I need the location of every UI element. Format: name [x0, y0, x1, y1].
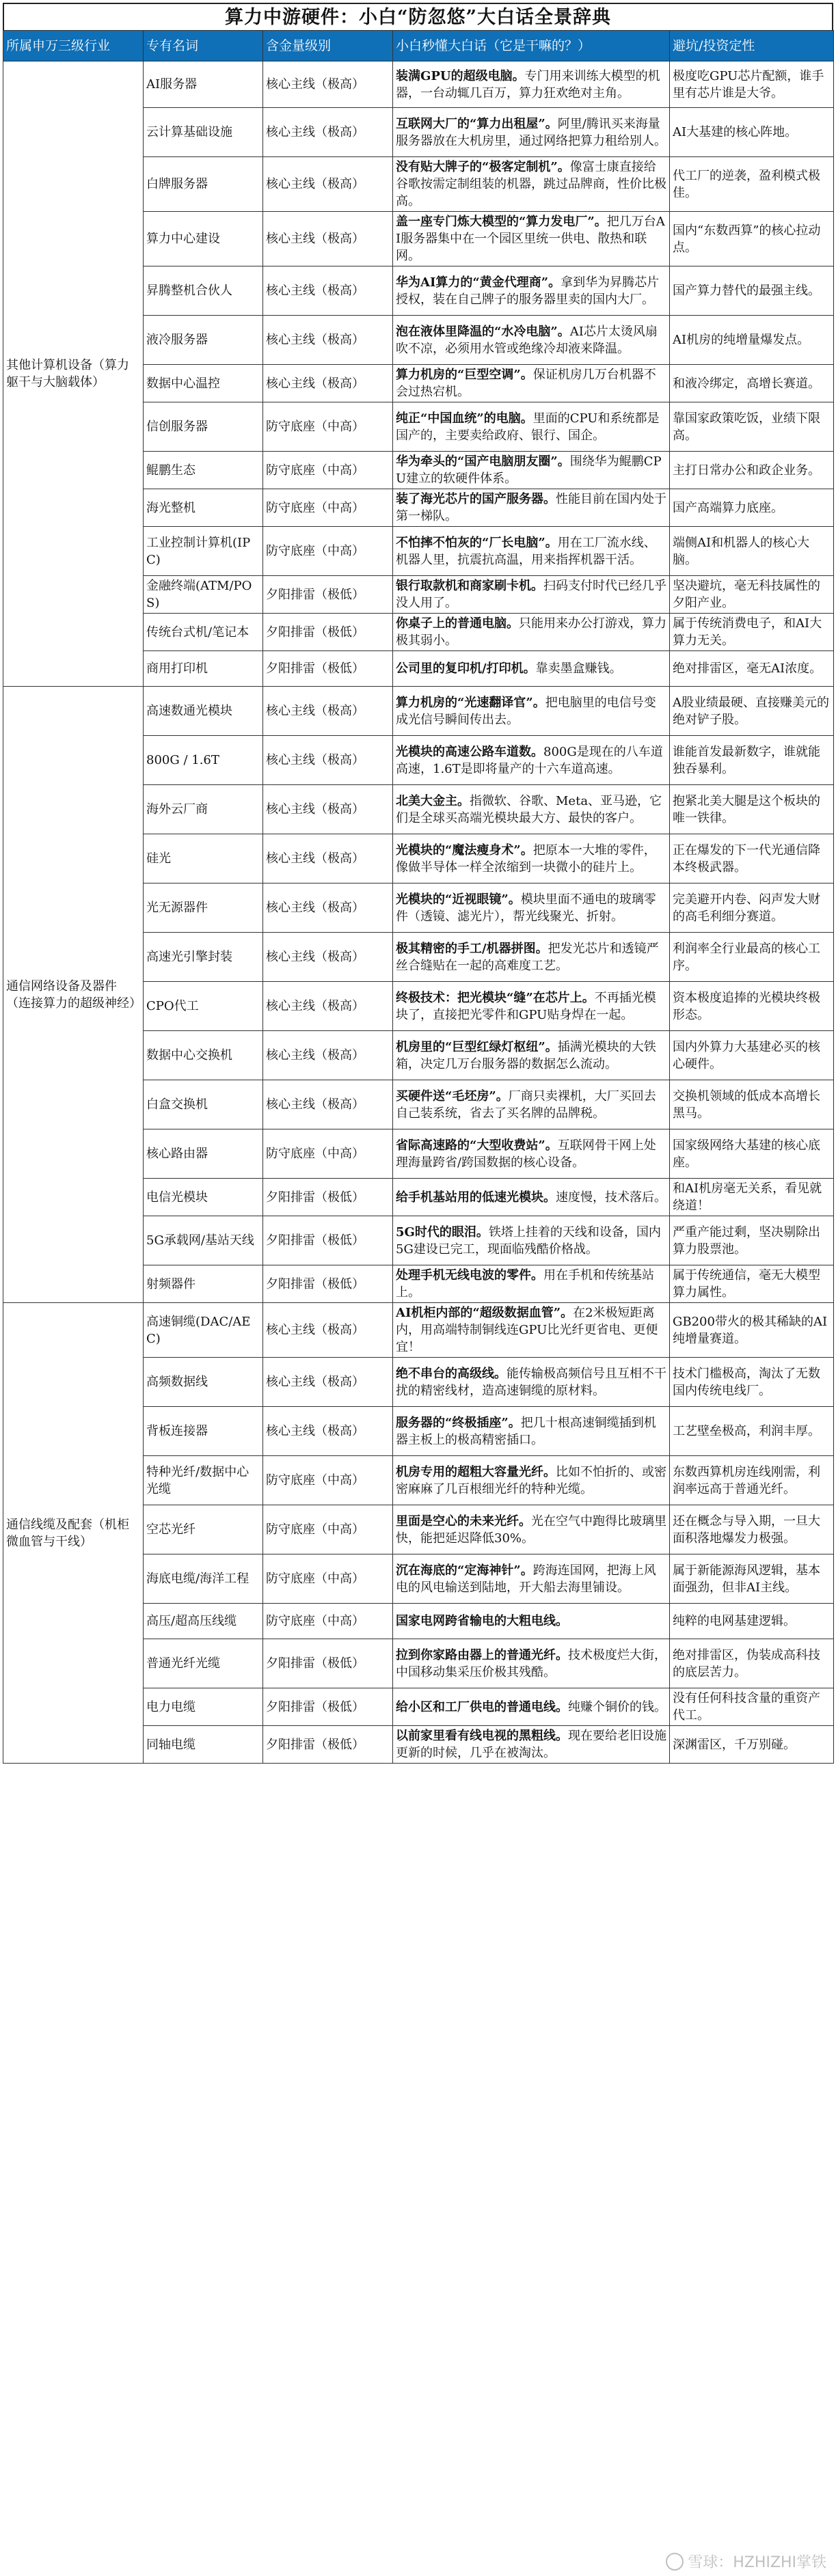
explanation-cell: [393, 614, 670, 651]
term-cell: 鲲鹏生态: [144, 452, 263, 489]
explanation-text: 跨海连国网，把海上风电的风电输送到陆地，开大船去海里铺设。: [396, 1563, 656, 1595]
term-cell: 射频器件: [144, 1265, 263, 1303]
explanation-lead: 华为AI算力的“黄金代理商”。: [396, 275, 561, 290]
grade-cell: 核心主线（极高）: [263, 687, 393, 736]
grade-cell: 夕阳排雷（极低）: [263, 1639, 393, 1688]
verdict-cell: 属于传统消费电子，和AI大算力无关。: [670, 614, 834, 651]
explanation-cell: [393, 452, 670, 489]
grade-cell: 核心主线（极高）: [263, 1358, 393, 1407]
table-row: [3, 1303, 834, 1358]
grade-cell: 夕阳排雷（极低）: [263, 1216, 393, 1265]
explanation-cell: [393, 1031, 670, 1080]
explanation-cell: [393, 489, 670, 527]
verdict-cell: A股业绩最硬、直接赚美元的绝对铲子股。: [670, 687, 834, 736]
term-cell: CPO代工: [144, 982, 263, 1031]
explanation-cell: [393, 883, 670, 933]
explanation-lead: 纯正“中国血统”的电脑。: [396, 411, 533, 426]
explanation-text: 保证机房几万台机器不会过热宕机。: [396, 368, 656, 399]
verdict-cell: AI大基建的核心阵地。: [670, 108, 834, 157]
explanation-lead: 不怕摔不怕灰的“厂长电脑”。: [396, 535, 558, 550]
verdict-cell: 利润率全行业最高的核心工序。: [670, 933, 834, 982]
explanation-lead: 银行取款机和商家刷卡机。: [396, 579, 543, 593]
term-cell: 高速铜缆(DAC/AEC): [144, 1303, 263, 1358]
verdict-cell: 属于新能源海风逻辑，基本面强劲，但非AI主线。: [670, 1554, 834, 1604]
grade-cell: 核心主线（极高）: [263, 834, 393, 883]
explanation-text: 在2米极短距离内，用高端特制铜线连GPU比光纤更省电、更便宜！: [396, 1306, 658, 1354]
term-cell: 海底电缆/海洋工程: [144, 1554, 263, 1604]
explanation-lead: 以前家里看有线电视的黑粗线。: [396, 1729, 568, 1743]
explanation-cell: [393, 1639, 670, 1688]
verdict-cell: 国内外算力大基建必买的核心硬件。: [670, 1031, 834, 1080]
explanation-text: AI芯片太烫风扇吹不凉，必须用水管或绝缘冷却液来降温。: [396, 324, 658, 356]
explanation-text: 技术极度烂大街，中国移动集采压价极其残酷。: [396, 1647, 666, 1680]
header-term: 专有名词: [144, 31, 263, 61]
term-cell: 5G承载网/基站天线: [144, 1216, 263, 1265]
explanation-lead: 算力机房的“巨型空调”。: [396, 368, 533, 382]
explanation-lead: 公司里的复印机/打印机。: [396, 661, 536, 676]
table-row: [3, 687, 834, 736]
term-cell: 昇腾整机合伙人: [144, 266, 263, 316]
verdict-cell: 交换机领域的低成本高增长黑马。: [670, 1080, 834, 1129]
term-cell: AI服务器: [144, 61, 263, 108]
verdict-cell: 东数西算机房连线刚需，利润率远高于普通光纤。: [670, 1456, 834, 1505]
grade-cell: 核心主线（极高）: [263, 1031, 393, 1080]
term-cell: 背板连接器: [144, 1407, 263, 1456]
explanation-text: 把几万台AI服务器集中在一个园区里统一供电、散热和联网。: [396, 215, 665, 263]
term-cell: 传统台式机/笔记本: [144, 614, 263, 651]
term-cell: 同轴电缆: [144, 1726, 263, 1764]
explanation-cell: [393, 1265, 670, 1303]
explanation-cell: [393, 1407, 670, 1456]
grade-cell: 核心主线（极高）: [263, 736, 393, 785]
term-cell: 高速光引擎封装: [144, 933, 263, 982]
term-cell: 信创服务器: [144, 402, 263, 452]
industry-cell: 通信网络设备及器件（连接算力的超级神经）: [3, 687, 144, 1303]
explanation-lead: 光模块的“近视眼镜”。: [396, 892, 521, 907]
grade-cell: 防守底座（中高）: [263, 452, 393, 489]
explanation-cell: [393, 982, 670, 1031]
term-cell: 高频数据线: [144, 1358, 263, 1407]
watermark-text: 雪球：HZHIZHI掌铁: [688, 2554, 826, 2571]
verdict-cell: 纯粹的电网基建逻辑。: [670, 1604, 834, 1639]
verdict-cell: GB200带火的极其稀缺的AI纯增量赛道。: [670, 1303, 834, 1358]
grade-cell: 防守底座（中高）: [263, 1554, 393, 1604]
explanation-lead: 北美大金主。: [396, 793, 470, 808]
explanation-lead: 国家电网跨省输电的大粗电线。: [396, 1614, 568, 1628]
explanation-cell: [393, 316, 670, 365]
grade-cell: 夕阳排雷（极低）: [263, 614, 393, 651]
explanation-cell: [393, 1216, 670, 1265]
term-cell: 工业控制计算机(IPC): [144, 527, 263, 576]
term-cell: 核心路由器: [144, 1129, 263, 1179]
term-cell: 普通光纤光缆: [144, 1639, 263, 1688]
explanation-text: 纯赚个铜价的钱。: [568, 1699, 666, 1714]
term-cell: 云计算基础设施: [144, 108, 263, 157]
verdict-cell: 正在爆发的下一代光通信降本终极武器。: [670, 834, 834, 883]
grade-cell: 核心主线（极高）: [263, 316, 393, 365]
explanation-cell: [393, 365, 670, 402]
explanation-text: 像富士康直接给谷歌按需定制组装的机器，跳过品牌商，性价比极高。: [396, 160, 666, 208]
verdict-cell: 绝对排雷区，伪装成高科技的底层苦力。: [670, 1639, 834, 1688]
explanation-lead: 装满GPU的超级电脑。: [396, 68, 525, 83]
explanation-cell: [393, 1129, 670, 1179]
verdict-cell: 没有任何科技含量的重资产代工。: [670, 1688, 834, 1726]
term-cell: 海外云厂商: [144, 785, 263, 834]
explanation-cell: [393, 687, 670, 736]
term-cell: 光无源器件: [144, 883, 263, 933]
verdict-cell: 端侧AI和机器人的核心大脑。: [670, 527, 834, 576]
explanation-cell: [393, 651, 670, 687]
explanation-lead: 互联网大厂的“算力出租屋”。: [396, 116, 558, 131]
explanation-text: 互联网骨干网上处理海量跨省/跨国数据的核心设备。: [396, 1138, 656, 1170]
explanation-lead: 华为牵头的“国产电脑朋友圈”。: [396, 454, 570, 469]
verdict-cell: 技术门槛极高，淘汰了无数国内传统电线厂。: [670, 1358, 834, 1407]
explanation-text: 不再插光模块了，直接把光零件和GPU贴身焊在一起。: [396, 990, 656, 1022]
term-cell: 高速数通光模块: [144, 687, 263, 736]
explanation-text: 用在工厂流水线、机器人里，抗震抗高温，用来指挥机器干活。: [396, 535, 656, 567]
table-body: [3, 61, 834, 1764]
explanation-text: 围绕华为鲲鹏CPU建立的软硬件体系。: [396, 454, 662, 486]
industry-cell: 通信线缆及配套（机柜微血管与干线）: [3, 1303, 144, 1764]
verdict-cell: 完美避开内卷、闷声发大财的高毛利细分赛道。: [670, 883, 834, 933]
grade-cell: 防守底座（中高）: [263, 489, 393, 527]
grade-cell: 防守底座（中高）: [263, 402, 393, 452]
explanation-text: 插满光模块的大铁箱，决定几万台服务器的数据怎么流动。: [396, 1039, 656, 1071]
term-cell: 空芯光纤: [144, 1505, 263, 1554]
grade-cell: 核心主线（极高）: [263, 365, 393, 402]
explanation-lead: 光模块的“魔法瘦身术”。: [396, 842, 533, 858]
term-cell: 硅光: [144, 834, 263, 883]
explanation-cell: [393, 157, 670, 212]
verdict-cell: 国内“东数西算”的核心拉动点。: [670, 212, 834, 266]
explanation-cell: [393, 402, 670, 452]
verdict-cell: 坚决避坑，毫无科技属性的夕阳产业。: [670, 576, 834, 614]
table-header: [3, 31, 834, 61]
term-cell: 高压/超高压线缆: [144, 1604, 263, 1639]
explanation-text: 厂商只卖裸机，大厂买回去自己装系统，省去了买名牌的品牌税。: [396, 1088, 656, 1121]
verdict-cell: 极度吃GPU芯片配额，谁手里有芯片谁是大爷。: [670, 61, 834, 108]
grade-cell: 核心主线（极高）: [263, 108, 393, 157]
grade-cell: 核心主线（极高）: [263, 883, 393, 933]
grade-cell: 夕阳排雷（极低）: [263, 576, 393, 614]
grade-cell: 核心主线（极高）: [263, 61, 393, 108]
explanation-text: 里面的CPU和系统都是国产的，主要卖给政府、银行、国企。: [396, 411, 660, 443]
explanation-lead: 你桌子上的普通电脑。: [396, 616, 519, 631]
explanation-cell: [393, 1456, 670, 1505]
grade-cell: 核心主线（极高）: [263, 982, 393, 1031]
grade-cell: 核心主线（极高）: [263, 212, 393, 266]
explanation-text: 现在要给老旧设施更新的时候，几乎在被淘汰。: [396, 1729, 666, 1760]
watermark: [666, 2551, 826, 2572]
explanation-lead: 机房里的“巨型红绿灯枢纽”。: [396, 1039, 558, 1054]
grade-cell: 核心主线（极高）: [263, 1303, 393, 1358]
verdict-cell: 国产高端算力底座。: [670, 489, 834, 527]
explanation-lead: 沉在海底的“定海神针”。: [396, 1563, 533, 1578]
explanation-cell: [393, 266, 670, 316]
explanation-text: 扫码支付时代已经几乎没人用了。: [396, 579, 666, 610]
table-row: [3, 61, 834, 108]
term-cell: 算力中心建设: [144, 212, 263, 266]
term-cell: 白牌服务器: [144, 157, 263, 212]
explanation-lead: 光模块的高速公路车道数。: [396, 744, 543, 759]
explanation-text: 把电脑里的电信号变成光信号瞬间传出去。: [396, 695, 656, 727]
verdict-cell: 和液冷绑定，高增长赛道。: [670, 365, 834, 402]
explanation-cell: [393, 1726, 670, 1764]
explanation-text: 靠卖墨盒赚钱。: [535, 661, 622, 676]
explanation-text: 阿里/腾讯买来海量服务器放在大机房里，通过网络把算力租给别人。: [396, 116, 666, 148]
verdict-cell: 靠国家政策吃饭，业绩下限高。: [670, 402, 834, 452]
header-verdict: 避坑/投资定性: [670, 31, 834, 61]
explanation-cell: [393, 1303, 670, 1358]
term-cell: 电信光模块: [144, 1179, 263, 1216]
verdict-cell: 国家级网络大基建的核心底座。: [670, 1129, 834, 1179]
explanation-cell: [393, 108, 670, 157]
grade-cell: 夕阳排雷（极低）: [263, 1688, 393, 1726]
grade-cell: 防守底座（中高）: [263, 527, 393, 576]
explanation-lead: 拉到你家路由器上的普通光纤。: [396, 1647, 568, 1662]
verdict-cell: 主打日常办公和政企业务。: [670, 452, 834, 489]
grade-cell: 核心主线（极高）: [263, 1080, 393, 1129]
verdict-cell: 代工厂的逆袭，盈利模式极佳。: [670, 157, 834, 212]
verdict-cell: 工艺壁垒极高，利润丰厚。: [670, 1407, 834, 1456]
grade-cell: 防守底座（中高）: [263, 1604, 393, 1639]
explanation-text: 800G是现在的八车道高速，1.6T是即将量产的十六车道高速。: [396, 744, 663, 776]
explanation-lead: 装了海光芯片的国产服务器。: [396, 492, 556, 506]
explanation-lead: 机房专用的超粗大容量光纤。: [396, 1464, 556, 1479]
verdict-cell: 抱紧北美大腿是这个板块的唯一铁律。: [670, 785, 834, 834]
explanation-cell: [393, 576, 670, 614]
snowball-logo-icon: [666, 2553, 684, 2571]
explanation-cell: [393, 527, 670, 576]
verdict-cell: 资本极度追捧的光模块终极形态。: [670, 982, 834, 1031]
term-cell: 电力电缆: [144, 1688, 263, 1726]
explanation-lead: 绝不串台的高级线。: [396, 1366, 507, 1381]
verdict-cell: 谁能首发最新数字，谁就能独吞暴利。: [670, 736, 834, 785]
term-cell: 金融终端(ATM/POS): [144, 576, 263, 614]
explanation-lead: 算力机房的“光速翻译官”。: [396, 695, 545, 710]
explanation-text: 比如不怕折的、或密密麻麻了几百根细光纤的特种光缆。: [396, 1464, 666, 1496]
explanation-cell: [393, 1554, 670, 1604]
grade-cell: 核心主线（极高）: [263, 266, 393, 316]
explanation-lead: 终极技术：把光模块“缝”在芯片上。: [396, 990, 595, 1005]
verdict-cell: AI机房的纯增量爆发点。: [670, 316, 834, 365]
explanation-text: 拿到华为昇腾芯片授权，装在自己牌子的服务器里卖的国内大厂。: [396, 275, 660, 307]
grade-cell: 夕阳排雷（极低）: [263, 1179, 393, 1216]
header-grade: 含金量级别: [263, 31, 393, 61]
explanation-lead: 没有贴大牌子的“极客定制机”。: [396, 160, 570, 174]
explanation-text: 模块里面不通电的玻璃零件（透镜、滤光片），帮光线聚光、折射。: [396, 892, 656, 924]
explanation-lead: 里面是空心的未来光纤。: [396, 1513, 531, 1529]
term-cell: 数据中心交换机: [144, 1031, 263, 1080]
grade-cell: 核心主线（极高）: [263, 1407, 393, 1456]
term-cell: 商用打印机: [144, 651, 263, 687]
explanation-lead: 处理手机无线电波的零件。: [396, 1268, 543, 1283]
explanation-lead: 给小区和工厂供电的普通电线。: [396, 1699, 568, 1714]
explanation-text: 专门用来训练大模型的机器，一台动辄几百万，算力狂欢绝对主角。: [396, 68, 660, 100]
explanation-lead: 给手机基站用的低速光模块。: [396, 1190, 556, 1205]
explanation-text: 把几十根高速铜缆插到机器主板上的极高精密插口。: [396, 1415, 656, 1447]
term-cell: 数据中心温控: [144, 365, 263, 402]
verdict-cell: 国产算力替代的最强主线。: [670, 266, 834, 316]
header-row: [3, 31, 834, 61]
explanation-cell: [393, 834, 670, 883]
grade-cell: 防守底座（中高）: [263, 1505, 393, 1554]
verdict-cell: 还在概念与导入期，一旦大面积落地爆发力极强。: [670, 1505, 834, 1554]
explanation-cell: [393, 1358, 670, 1407]
verdict-cell: 属于传统通信，毫无大模型算力属性。: [670, 1265, 834, 1303]
explanation-text: 铁塔上挂着的天线和设备，国内5G建设已完工，现面临残酷价格战。: [396, 1224, 661, 1257]
explanation-lead: 5G时代的眼泪。: [396, 1224, 489, 1239]
grade-cell: 核心主线（极高）: [263, 157, 393, 212]
explanation-cell: [393, 1688, 670, 1726]
grade-cell: 夕阳排雷（极低）: [263, 651, 393, 687]
verdict-cell: 严重产能过剩，坚决剔除出算力股票池。: [670, 1216, 834, 1265]
explanation-text: 指微软、谷歌、Meta、亚马逊，它们是全球买高端光模块最大方、最快的客户。: [396, 793, 662, 825]
explanation-cell: [393, 1179, 670, 1216]
verdict-cell: 和AI机房毫无关系，看见就绕道！: [670, 1179, 834, 1216]
grade-cell: 夕阳排雷（极低）: [263, 1265, 393, 1303]
explanation-cell: [393, 1505, 670, 1554]
explanation-cell: [393, 61, 670, 108]
header-explanation: 小白秒懂大白话（它是干嘛的？）: [393, 31, 670, 61]
glossary-table: [3, 30, 834, 1764]
explanation-cell: [393, 933, 670, 982]
explanation-lead: 省际高速路的“大型收费站”。: [396, 1138, 558, 1153]
explanation-cell: [393, 785, 670, 834]
explanation-text: 把发光芯片和透镜严丝合缝贴在一起的高难度工艺。: [396, 941, 659, 973]
explanation-cell: [393, 1080, 670, 1129]
grade-cell: 夕阳排雷（极低）: [263, 1726, 393, 1764]
explanation-lead: 服务器的“终极插座”。: [396, 1415, 521, 1430]
explanation-text: 速度慢，技术落后。: [556, 1190, 666, 1205]
term-cell: 800G / 1.6T: [144, 736, 263, 785]
explanation-text: 用在手机和传统基站上。: [396, 1268, 654, 1300]
explanation-text: 光在空气中跑得比玻璃里快，能把延迟降低30%。: [396, 1513, 666, 1546]
explanation-text: 只能用来办公打游戏，算力极其弱小。: [396, 616, 666, 648]
term-cell: 特种光纤/数据中心光缆: [144, 1456, 263, 1505]
grade-cell: 核心主线（极高）: [263, 785, 393, 834]
explanation-text: 能传输极高频信号且互相不干扰的精密线材，造高速铜缆的原材料。: [396, 1366, 666, 1398]
explanation-lead: AI机柜内部的“超级数据血管”。: [396, 1306, 574, 1320]
explanation-text: 把原本一大堆的零件，像做半导体一样全浓缩到一块微小的硅片上。: [396, 842, 656, 875]
term-cell: 液冷服务器: [144, 316, 263, 365]
explanation-lead: 盖一座专门炼大模型的“算力发电厂”。: [396, 215, 607, 229]
explanation-lead: 买硬件送“毛坯房”。: [396, 1088, 509, 1104]
page-title: 算力中游硬件：小白“防忽悠”大白话全景辞典: [3, 3, 833, 30]
explanation-text: 性能目前在国内处于第一梯队。: [396, 492, 666, 523]
explanation-cell: [393, 736, 670, 785]
header-industry: 所属申万三级行业: [3, 31, 144, 61]
term-cell: 白盒交换机: [144, 1080, 263, 1129]
verdict-cell: 绝对排雷区，毫无AI浓度。: [670, 651, 834, 687]
explanation-cell: [393, 212, 670, 266]
grade-cell: 核心主线（极高）: [263, 933, 393, 982]
verdict-cell: 深渊雷区，千万别碰。: [670, 1726, 834, 1764]
grade-cell: 防守底座（中高）: [263, 1456, 393, 1505]
grade-cell: 防守底座（中高）: [263, 1129, 393, 1179]
explanation-cell: [393, 1604, 670, 1639]
term-cell: 海光整机: [144, 489, 263, 527]
industry-cell: 其他计算机设备（算力躯干与大脑载体）: [3, 61, 144, 687]
explanation-lead: 极其精密的手工/机器拼图。: [396, 941, 548, 956]
explanation-lead: 泡在液体里降温的“水冷电脑”。: [396, 324, 570, 339]
